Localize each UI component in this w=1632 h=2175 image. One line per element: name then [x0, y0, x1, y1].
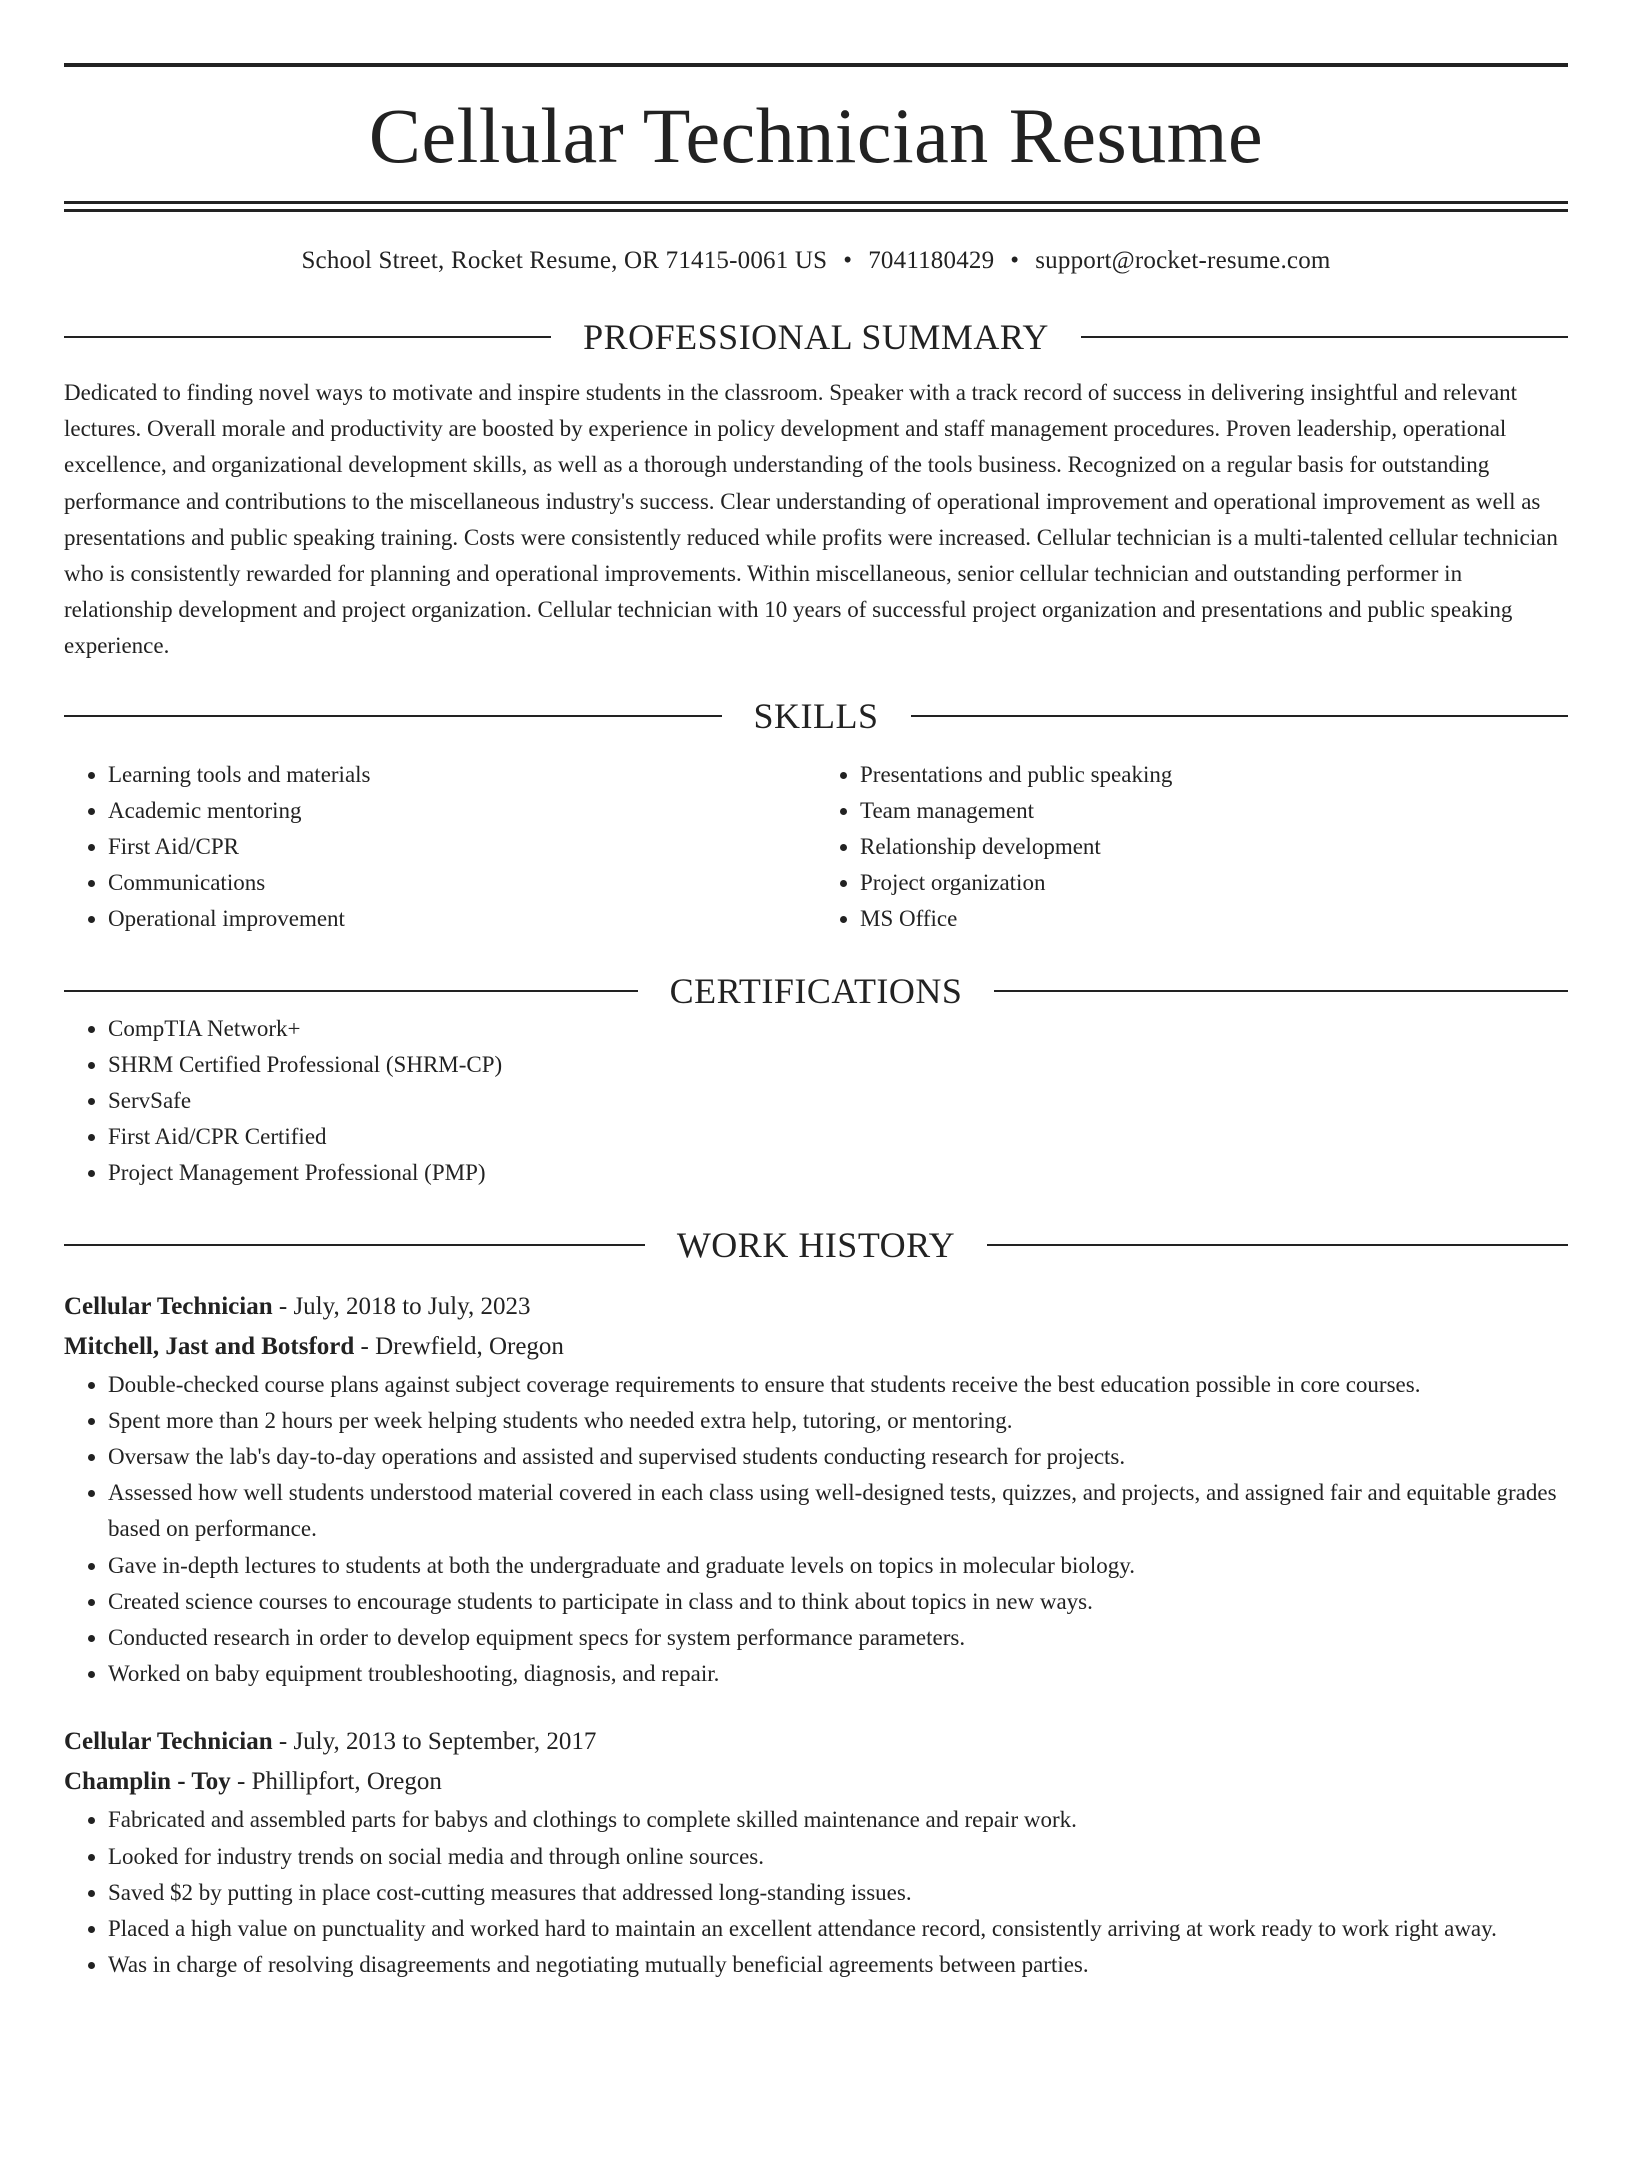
job-title-line: Cellular Technician - July, 2013 to September, 2017	[64, 1728, 597, 1756]
list-item: • Team management	[860, 793, 1568, 829]
job-bullets	[64, 1367, 1568, 1693]
list-item: • ServSafe	[108, 1083, 1568, 1119]
section-heading-summary	[64, 317, 1568, 357]
summary-text: Dedicated to finding novel ways to motivate and inspire students in the classroom. Speaker with a track record of success in delivering insightful and relevant lectures. Overall morale and productivity are boosted by experience in policy development and staff management procedures. Proven leadership, operational excellence, and organizational development skills, as well as a thorough understanding of the tools business. Recognized on a regular basis for outstanding performance and contributions to the miscellaneous industry's success. Clear understanding of operational improvement and operational improvement as well as presentations and public speaking training. Costs were consistently reduced while profits were increased. Cellular technician is a multi-talented cellular technician who is consistently rewarded for planning and operational improvements. Within miscellaneous, senior cellular technician and outstanding performer in relationship development and project organization. Cellular technician with 10 years of successful project organization and presentations and public speaking experience.	[64, 380, 1558, 659]
contact-separator: •	[843, 247, 853, 274]
list-item: • Relationship development	[860, 829, 1568, 865]
contact-phone: 7041180429	[868, 247, 995, 274]
job-title-line: Cellular Technician - July, 2018 to July, 2023	[64, 1292, 531, 1320]
list-item: • Academic mentoring	[108, 793, 816, 829]
job-company: Mitchell, Jast and Botsford	[64, 1332, 355, 1360]
job-dates: July, 2018 to July, 2023	[293, 1292, 531, 1320]
resume-page	[0, 63, 1632, 2175]
contact-address: School Street, Rocket Resume, OR 71415-0061 US	[301, 247, 828, 274]
list-item: • First Aid/CPR	[108, 829, 816, 865]
list-item: • SHRM Certified Professional (SHRM-CP)	[108, 1047, 1568, 1083]
section-heading-work-history	[64, 1225, 1568, 1265]
list-item: • Saved $2 by putting in place cost-cutting measures that addressed long-standing issues.	[108, 1875, 1568, 1911]
list-item: • MS Office	[860, 901, 1568, 937]
job-dates: July, 2013 to September, 2017	[293, 1728, 597, 1756]
list-item: • Conducted research in order to develop equipment specs for system performance parameters.	[108, 1620, 1568, 1656]
list-item: • Placed a high value on punctuality and worked hard to maintain an excellent attendance record, consistently arriving at work ready to work right away.	[108, 1911, 1568, 1947]
list-item: • CompTIA Network+	[108, 1011, 1568, 1047]
contact-email: support@rocket-resume.com	[1035, 247, 1331, 274]
list-item: • Project Management Professional (PMP)	[108, 1155, 1568, 1191]
list-item: • Presentations and public speaking	[860, 757, 1568, 793]
list-item: • Assessed how well students understood material covered in each class using well-designed tests, quizzes, and projects, and assigned fair and equitable grades based on performance.	[108, 1475, 1568, 1547]
title-double-rule	[64, 201, 1568, 212]
contact-separator: •	[1010, 247, 1020, 274]
list-item: • Operational improvement	[108, 901, 816, 937]
section-heading-certifications	[64, 971, 1568, 1011]
job-entry	[64, 1722, 1568, 1983]
list-item: • Gave in-depth lectures to students at both the undergraduate and graduate levels on topics in molecular biology.	[108, 1548, 1568, 1584]
section-heading-label: PROFESSIONAL SUMMARY	[583, 317, 1049, 357]
skills-grid	[64, 757, 1568, 938]
list-item: • Worked on baby equipment troubleshooting, diagnosis, and repair.	[108, 1656, 1568, 1692]
list-item: • Learning tools and materials	[108, 757, 816, 793]
list-item: • First Aid/CPR Certified	[108, 1119, 1568, 1155]
list-item: • Oversaw the lab's day-to-day operations and assisted and supervised students conducting research for projects.	[108, 1439, 1568, 1475]
job-title: Cellular Technician	[64, 1292, 273, 1320]
job-location: Drewfield, Oregon	[375, 1332, 564, 1360]
job-company-line: Mitchell, Jast and Botsford - Drewfield, Oregon	[64, 1332, 564, 1360]
job-company-line: Champlin - Toy - Phillipfort, Oregon	[64, 1768, 442, 1796]
list-item: • Fabricated and assembled parts for babys and clothings to complete skilled maintenance and repair work.	[108, 1802, 1568, 1838]
contact-line	[64, 246, 1568, 276]
certifications-list	[64, 1011, 1568, 1192]
section-heading-skills	[64, 696, 1568, 736]
job-company: Champlin - Toy	[64, 1768, 231, 1796]
job-location: Phillipfort, Oregon	[251, 1768, 442, 1796]
section-heading-label: CERTIFICATIONS	[669, 970, 963, 1011]
job-title: Cellular Technician	[64, 1728, 273, 1756]
list-item: • Project organization	[860, 865, 1568, 901]
section-heading-label: WORK HISTORY	[676, 1224, 956, 1265]
job-entry	[64, 1287, 1568, 1693]
list-item: • Looked for industry trends on social media and through online sources.	[108, 1839, 1568, 1875]
list-item: • Double-checked course plans against subject coverage requirements to ensure that students receive the best education possible in core courses.	[108, 1367, 1568, 1403]
list-item: • Spent more than 2 hours per week helping students who needed extra help, tutoring, or mentoring.	[108, 1403, 1568, 1439]
resume-title: Cellular Technician Resume	[368, 92, 1264, 179]
skills-list-left	[64, 757, 816, 938]
list-item: • Was in charge of resolving disagreements and negotiating mutually beneficial agreements between parties.	[108, 1947, 1568, 1983]
section-heading-label: SKILLS	[753, 695, 879, 736]
list-item: • Communications	[108, 865, 816, 901]
list-item: • Created science courses to encourage students to participate in class and to think about topics in new ways.	[108, 1584, 1568, 1620]
job-bullets	[64, 1802, 1568, 1983]
skills-list-right	[816, 757, 1568, 938]
